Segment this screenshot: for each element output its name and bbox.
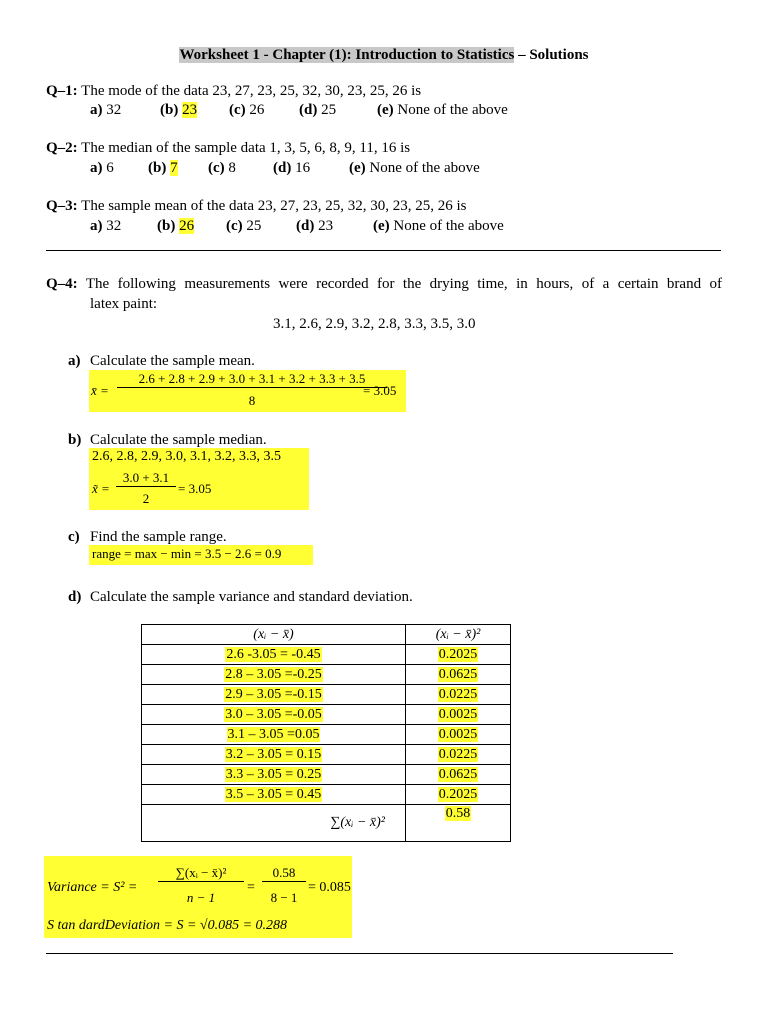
title-suffix: – Solutions [514, 47, 589, 63]
variance-denominator-value: 8 − 1 [270, 890, 298, 905]
q3-option-b: (b) 26 [157, 218, 195, 234]
variance-lhs: Variance = S² = [47, 880, 138, 895]
variance-equals: = [247, 880, 255, 895]
q4c-formula: range = max − min = 3.5 − 2.6 = 0.9 [92, 546, 282, 561]
q4b-numerator: 3.0 + 3.1 [116, 470, 176, 487]
q4a-lhs: x̄ = [91, 383, 109, 398]
title-text: Worksheet 1 - Chapter (1): Introduction to Statistics [179, 47, 515, 63]
q4-label: Q–4: [46, 276, 78, 292]
variance-numerator: ∑(xᵢ − x̄)² [158, 865, 244, 882]
table-header-row [142, 625, 511, 645]
q4-text: The following measurements were recorded for the drying time, in hours, of a certain brand of [77, 276, 722, 292]
table-row: 3.2 – 3.05 = 0.15 0.0225 [142, 745, 511, 765]
q4b-denominator: 2 [142, 491, 150, 506]
table-sum-row [142, 805, 511, 842]
q1-option-b: (b) 23 [160, 102, 198, 118]
q4b-result: = 3.05 [178, 481, 212, 496]
footer-divider [46, 953, 673, 954]
q3-text: The sample mean of the data 23, 27, 23, 25, 32, 30, 23, 25, 26 is [77, 198, 467, 214]
q2-label: Q–2: [46, 140, 78, 156]
q3-option-c: (c) 25 [226, 218, 262, 234]
q1-option-e: (e) None of the above [377, 102, 508, 118]
q4-data: 3.1, 2.6, 2.9, 3.2, 2.8, 3.3, 3.5, 3.0 [273, 316, 476, 332]
q2-option-c: (c) 8 [208, 160, 236, 176]
q4-text-line2: latex paint: [90, 296, 158, 312]
q1-option-d: (d) 25 [299, 102, 337, 118]
q1-option-a: a) 32 [90, 102, 122, 118]
q4a-denominator: 8 [248, 393, 256, 408]
q4b-sorted: 2.6, 2.8, 2.9, 3.0, 3.1, 3.2, 3.3, 3.5 [92, 449, 281, 464]
q4b-prompt: b) Calculate the sample median. [68, 432, 267, 448]
q3-label: Q–3: [46, 198, 78, 214]
variance-result: = 0.085 [308, 880, 351, 895]
q4a-numerator: 2.6 + 2.8 + 2.9 + 3.0 + 3.1 + 3.2 + 3.3 + 3.5 [117, 371, 387, 388]
table-header-squared: (xᵢ − x̄)² [406, 625, 511, 645]
table-row: 2.6 -3.05 = -0.45 0.2025 [142, 645, 511, 665]
q4-question [46, 275, 722, 294]
variance-numerator-value: 0.58 [262, 865, 306, 882]
section-divider [46, 250, 721, 251]
table-row: 3.1 – 3.05 =0.05 0.0025 [142, 725, 511, 745]
q2-option-b: (b) 7 [148, 160, 178, 176]
q2-text: The median of the sample data 1, 3, 5, 6, 8, 9, 11, 16 is [77, 140, 411, 156]
table-row: 3.5 – 3.05 = 0.45 0.2025 [142, 785, 511, 805]
q1-question [46, 82, 421, 101]
q2-option-d: (d) 16 [273, 160, 311, 176]
q2-option-e: (e) None of the above [349, 160, 480, 176]
table-row: 2.9 – 3.05 =-0.15 0.0225 [142, 685, 511, 705]
table-sum-value: 0.58 [445, 806, 471, 821]
q1-label: Q–1: [46, 83, 78, 99]
q3-option-d: (d) 23 [296, 218, 334, 234]
q4c-prompt: c) Find the sample range. [68, 529, 227, 545]
table-row: 3.3 – 3.05 = 0.25 0.0625 [142, 765, 511, 785]
variance-denominator: n − 1 [186, 890, 216, 905]
q1-text: The mode of the data 23, 27, 23, 25, 32, 30, 23, 25, 26 is [77, 83, 422, 99]
q2-option-a: a) 6 [90, 160, 114, 176]
table-sum-label: ∑(xᵢ − x̄)² [142, 805, 406, 842]
table-row: 2.8 – 3.05 =-0.25 0.0625 [142, 665, 511, 685]
q3-question [46, 197, 467, 216]
table-header-deviation: (xᵢ − x̄) [142, 625, 406, 645]
q4d-prompt: d) Calculate the sample variance and standard deviation. [68, 589, 413, 605]
q4b-lhs: x̃ = [92, 481, 110, 496]
page-title [0, 46, 768, 65]
table-row: 3.0 – 3.05 =-0.05 0.0025 [142, 705, 511, 725]
q3-option-a: a) 32 [90, 218, 122, 234]
q3-option-e: (e) None of the above [373, 218, 504, 234]
q4a-prompt: a) Calculate the sample mean. [68, 353, 255, 369]
standard-deviation: S tan dardDeviation = S = √0.085 = 0.288 [47, 918, 288, 933]
deviation-table [141, 624, 511, 842]
q1-option-c: (c) 26 [229, 102, 265, 118]
q4a-result: = 3.05 [363, 383, 397, 398]
q2-question [46, 139, 410, 158]
